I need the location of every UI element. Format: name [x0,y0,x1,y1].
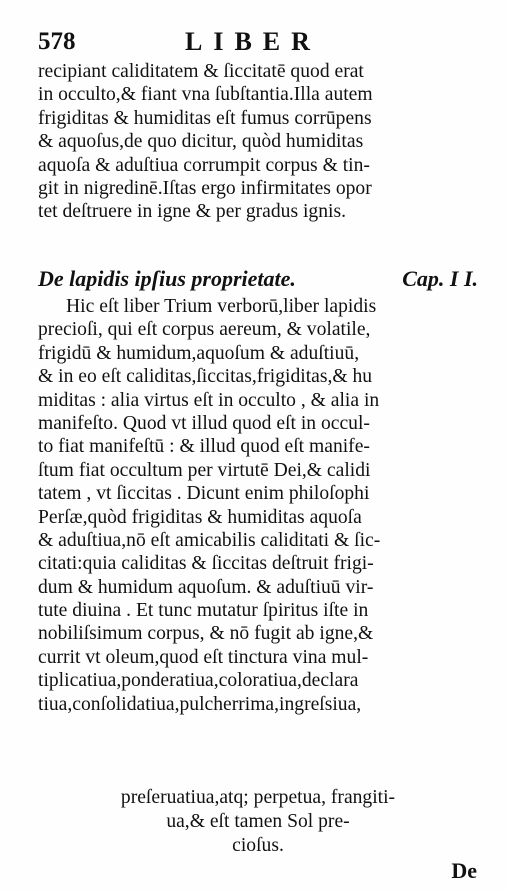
text-line: to fiat manifeſtū : & illud quod eſt manife- [38,436,370,458]
text-line: & aquoſus,de quo dicitur, quòd humiditas [38,131,364,153]
running-head [38,28,478,56]
text-line: frigiditas & humiditas eſt fumus corrūpens [38,107,372,129]
text-line: manifeſto. Quod vt illud quod eſt in occul- [38,412,370,434]
text-line: frigidū & humidum,aquoſum & aduſtiuū, [38,342,360,364]
text-line: & in eo eſt caliditas,ſiccitas,frigiditas,& hu [38,366,373,388]
text-line: tiplicatiua,ponderatiua,coloratiua,declara [38,670,359,692]
text-line: currit vt oleum,quod eſt tinctura vina mul- [38,646,369,668]
chapter-number: Cap. I I. [402,266,478,291]
text-line: in occulto,& fiant vna ſubſtantia.Illa autem [38,84,373,106]
chapter-paragraph [38,295,478,716]
closing-line: preſeruatiua,atq; perpetua, frangiti- [120,787,396,808]
text-line: ſtum fiat occultum per virtutē Dei,& calidi [38,459,371,481]
running-title: LIBER [185,27,321,56]
text-line: tatem , vt ſiccitas . Dicunt enim philoſophi [38,483,370,505]
text-line: & aduſtiua,nō eſt amicabilis caliditati & ſic- [38,529,381,551]
paragraph-continuation [38,60,478,224]
closing-line: ua,& eſt tamen Sol pre- [166,811,350,832]
chapter-heading [38,264,478,294]
text-line: precioſi, qui eſt corpus aereum, & volatile, [38,319,371,341]
text-line: tute diuina . Et tunc mutatur ſpiritus iſte in [38,600,369,622]
text-line: nobiliſsimum corpus, & nō fugit ab igne,& [38,623,374,645]
closing-line: cioſus. [232,835,284,856]
text-line: Perſæ,quòd frigiditas & humiditas aquoſa [38,506,362,528]
text-line: citati:quia caliditas & ſiccitas deſtruit frigi- [38,553,374,575]
text-line: miditas : alia virtus eſt in occulto , & alia in [38,389,380,411]
text-line: aquoſa & aduſtiua corrumpit corpus & tin- [38,154,370,176]
text-line: Hic eſt liber Trium verborū,liber lapidis [66,296,377,317]
text-line: tiua,conſolidatiua,pulcherrima,ingreſsiua, [38,693,362,715]
text-line: tet deſtruere in igne & per gradus ignis. [38,201,346,223]
text-line: recipiant caliditatem & ſiccitatē quod erat [38,61,364,82]
text-line: dum & humidum aquoſum. & aduſtiuū vir- [38,576,374,598]
chapter-title: De lapidis ipſius proprietate. [38,266,296,291]
text-line: git in nigredinē.Iſtas ergo infirmitates opor [38,177,372,199]
catchword: De [451,858,477,883]
page-number: 578 [38,28,76,55]
